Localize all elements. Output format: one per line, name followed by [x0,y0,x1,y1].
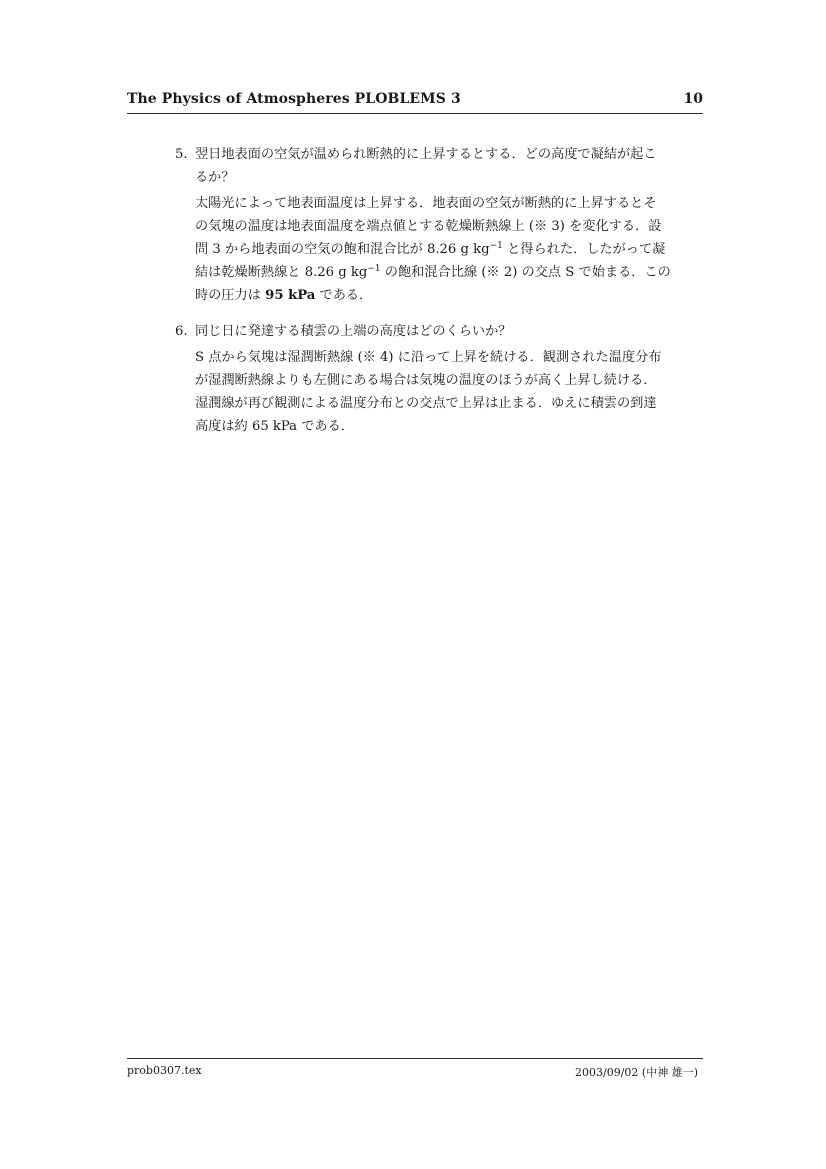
question-text-continued: るか？ [195,170,235,185]
answer-line: が湿潤断熱線よりも左側にある場合は気塊の温度のほうが高く上昇し続ける． [195,373,657,388]
answer-line [195,284,705,307]
answer-line: 太陽光によって地表面温度は上昇する．地表面の空気が断熱的に上昇するとそ [195,196,657,211]
answer-text: 時の圧力は [195,288,266,303]
answer-line: の気塊の温度は地表面温度を端点値とする乾燥断熱線上 (※ 3) を変化する．設 [195,219,662,234]
page-header [127,89,703,114]
question-text: 翌日地表面の空気が温められ断熱的に上昇するとする．どの高度で凝結が起こ [195,147,657,162]
exponent: −1 [489,241,503,251]
exponent: −1 [367,264,381,274]
answer-text: の飽和混合比線 (※ 2) の交点 S で始まる．この [380,265,671,280]
answer-text: である． [315,288,373,303]
page-footer [127,1058,703,1083]
question-5 [175,143,705,166]
problem-5 [175,143,705,307]
answer-line: 湿潤線が再び観測による温度分布との交点で上昇は止まる．ゆえに積雲の到達 [195,396,657,411]
answer-6 [175,346,705,438]
answer-line: S 点から気塊は湿潤断熱線 (※ 4) に沿って上昇を続ける．観測された温度分布 [195,350,662,365]
answer-5 [175,192,705,307]
question-6 [175,320,705,343]
answer-text: 結は乾燥断熱線と 8.26 g kg [195,265,368,280]
answer-line: 高度は約 65 kPa である． [195,419,354,434]
problem-6 [175,320,705,438]
answer-text: 問 3 から地表面の空気の飽和混合比が 8.26 g kg [195,242,490,257]
header-title: The Physics of Atmospheres PLOBLEMS 3 [127,91,461,107]
question-number: 5. [175,147,188,162]
footer-date-author: 2003/09/02 (中神 雄一) [575,1066,698,1079]
question-text: 同じ日に発達する積雲の上端の高度はどのくらいか？ [195,324,512,339]
answer-highlight: 95 kPa [265,288,316,303]
footer-filename: prob0307.tex [127,1064,202,1077]
answer-line [195,261,705,284]
question-number: 6. [175,324,188,339]
answer-text: と得られた．したがって凝 [502,242,666,257]
answer-line [195,238,705,261]
page-number: 10 [683,91,703,107]
